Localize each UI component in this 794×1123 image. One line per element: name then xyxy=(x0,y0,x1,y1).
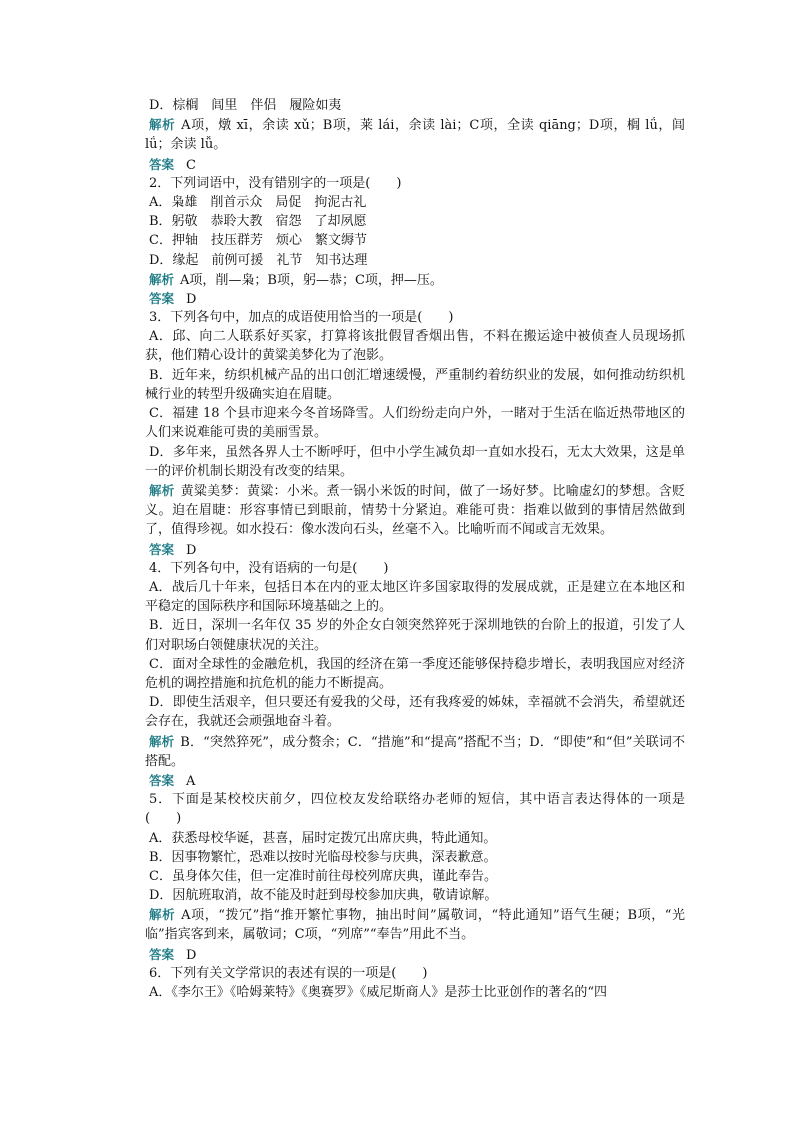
q6-stem: 6．下列有关文学常识的表述有误的一项是( ) xyxy=(149,965,428,981)
q5-option-b: B．因事物繁忙，恐难以按时光临母校参与庆典，深表歉意。 xyxy=(149,849,497,865)
q4-answer xyxy=(145,771,685,790)
analysis-text: 黄粱美梦：黄粱：小米。煮一锅小米饭的时间，做了一场好梦。比喻虚幻的梦想。含贬义。迫在眉睫：形容事情已到眼前，情势十分紧迫。难能可贵：指难以做到的事情居然做到了，值得珍视。如水投石：像水泼向石头，丝毫不入。比喻听而不闻或言无效果。 xyxy=(145,483,685,538)
q3-stem: 3．下列各句中，加点的成语使用恰当的一项是( ) xyxy=(149,310,454,326)
answer-label: 答案 xyxy=(149,772,175,788)
q5-option-c: C．虽身体欠佳，但一定准时前往母校列席庆典，谨此奉告。 xyxy=(149,868,497,884)
answer-value: D xyxy=(186,947,197,963)
answer-label: 答案 xyxy=(149,946,175,962)
analysis-label: 解析 xyxy=(149,907,176,923)
answer-value: A xyxy=(186,773,196,789)
analysis-text: A项，燉 xī，余读 xǔ；B项，莱 lái，余读 lài；C项，全读 qiāng；D项，榈 lǘ，闾 lǘ；余读 lǚ。 xyxy=(145,118,685,153)
q4-option-a: A．战后几十年来，包括日本在内的亚太地区许多国家取得的发展成就，正是建立在本地区和平稳定的国际秩序和国际环境基础之上的。 xyxy=(145,579,685,615)
q3-option-c: C．福建 18 个县市迎来今冬首场降雪。人们纷纷走向户外，一睹对于生活在临近热带地区的人们来说难能可贵的美丽雪景。 xyxy=(145,406,685,441)
q1-answer xyxy=(145,155,685,174)
q4-option-b: B．近日，深圳一名年仅 35 岁的外企女白领突然猝死于深圳地铁的台阶上的报道，引发了人们对职场白领健康状况的关注。 xyxy=(145,618,685,653)
q2-option-d: D．缘起 前例可援 礼节 知书达理 xyxy=(149,252,368,268)
answer-label: 答案 xyxy=(149,541,175,557)
q2-option-c: C．押轴 技压群芳 烦心 繁文缛节 xyxy=(149,233,367,249)
q1-option-d: D．棕榈 闾里 伴侣 履险如夷 xyxy=(149,98,342,113)
analysis-label: 解析 xyxy=(149,271,175,287)
q4-analysis xyxy=(145,732,685,771)
q2-analysis xyxy=(145,270,685,289)
answer-label: 答案 xyxy=(149,156,175,172)
q4-option-c: C．面对全球性的金融危机，我国的经济在第一季度还能够保持稳步增长，表明我国应对经济危机的调控措施和抗危机的能力不断提高。 xyxy=(145,656,685,691)
q2-stem: 2．下列词语中，没有错别字的一项是( ) xyxy=(149,175,402,191)
q2-option-a: A．枭雄 削首示众 局促 拘泥古礼 xyxy=(149,194,367,210)
q6-option-a: A．《李尔王》《哈姆莱特》《奥赛罗》《威尼斯商人》是莎士比亚创作的著名的“四 xyxy=(149,985,608,1001)
answer-value: C xyxy=(186,157,196,173)
q4-stem: 4．下列各句中，没有语病的一句是( ) xyxy=(149,560,389,576)
analysis-text: A项，削—枭；B项，躬—恭；C项，押—压。 xyxy=(180,272,443,288)
q5-answer xyxy=(145,945,685,964)
q3-analysis xyxy=(145,481,685,540)
q5-analysis xyxy=(145,905,685,944)
q5-option-a: A．获悉母校华诞，甚喜，届时定拨冗出席庆典，特此通知。 xyxy=(149,830,497,846)
analysis-label: 解析 xyxy=(149,733,175,749)
answer-value: D xyxy=(186,291,197,307)
analysis-label: 解析 xyxy=(149,482,175,498)
answer-value: D xyxy=(186,542,197,558)
q4-option-d: D．即使生活艰辛，但只要还有爱我的父母，还有我疼爱的姊妹，幸福就不会消失，希望就还会存在，我就还会顽强地奋斗着。 xyxy=(145,695,685,730)
q3-option-b: B．近年来，纺织机械产品的出口创汇增速缓慢，严重制约着纺织业的发展，如何推动纺织机械行业的转型升级确实迫在眉睫。 xyxy=(145,367,685,402)
q5-option-d: D．因航班取消，故不能及时赶到母校参加庆典，敬请谅解。 xyxy=(149,888,498,904)
document-page xyxy=(145,96,685,1002)
q3-answer xyxy=(145,540,685,559)
q2-answer xyxy=(145,289,685,308)
q1-analysis xyxy=(145,115,685,154)
analysis-text: B．“突然猝死”，成分赘余；C．“措施”和“提高”搭配不当；D．“即使”和“但”关联词不搭配。 xyxy=(145,734,685,769)
q3-option-a: A．邱、向二人联系好买家，打算将该批假冒香烟出售，不料在搬运途中被侦查人员现场抓获，他们精心设计的黄粱美梦化为了泡影。 xyxy=(145,329,685,364)
analysis-label: 解析 xyxy=(149,117,176,133)
analysis-text: A项，“拨冗”指“推开繁忙事物，抽出时间”属敬词，“特此通知”语气生硬；B项，“光临”指宾客到来，属敬词；C项，“列席”“奉告”用此不当。 xyxy=(145,908,685,943)
answer-label: 答案 xyxy=(149,290,175,306)
q2-option-b: B．躬敬 恭聆大教 宿怨 了却夙愿 xyxy=(149,214,367,230)
q3-option-d: D．多年来，虽然各界人士不断呼吁，但中小学生减负却一直如水投石，无太大效果，这是单一的评价机制长期没有改变的结果。 xyxy=(145,444,685,479)
q5-stem: 5．下面是某校校庆前夕，四位校友发给联络办老师的短信，其中语言表达得体的一项是( ) xyxy=(145,792,685,827)
